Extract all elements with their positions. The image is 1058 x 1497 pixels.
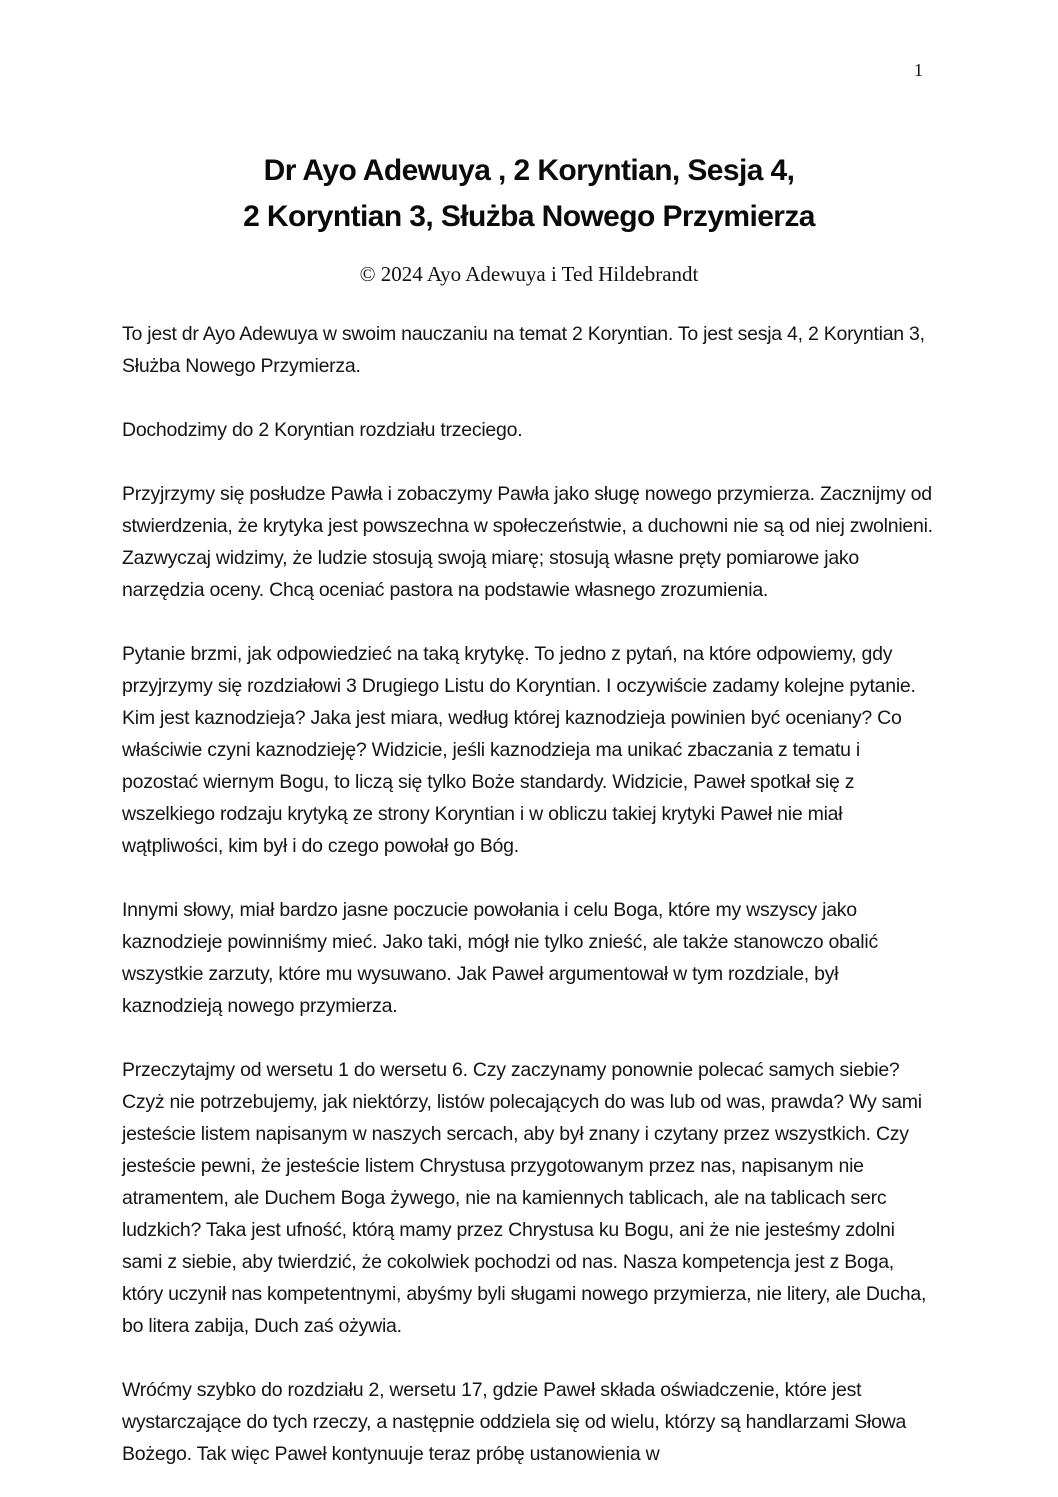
page-number: 1 — [914, 60, 923, 80]
paragraph: Pytanie brzmi, jak odpowiedzieć na taką krytykę. To jedno z pytań, na które odpowiemy, gdy przyjrzymy się rozdziałowi 3 Drugiego Listu do Koryntian. I oczywiście zadamy kolejne pytanie. Kim jest kaznodzieja? Jaka jest miara, według której kaznodzieja powinien być oceniany? Co właściwie czyni kaznodzieję? Widzicie, jeśli kaznodzieja ma unikać zbaczania z tematu i pozostać wiernym Bogu, to liczą się tylko Boże standardy. Widzicie, Paweł spotkał się z wszelkiego rodzaju krytyką ze strony Koryntian i w obliczu takiej krytyki Paweł nie miał wątpliwości, kim był i do czego powołał go Bóg. — [122, 643, 916, 858]
paragraph: Dochodzimy do 2 Koryntian rozdziału trzeciego. — [122, 419, 523, 442]
title-line-2: 2 Koryntian 3, Służba Nowego Przymierza — [243, 200, 815, 234]
document-title — [0, 20, 1058, 240]
paragraph: Przeczytajmy od wersetu 1 do wersetu 6. Czy zaczynamy ponownie polecać samych siebie? Czyż nie potrzebujemy, jak niektórzy, listów polecających do was lub od was, prawda? Wy sami jesteście listem napisanym w naszych sercach, aby był znany i czytany przez wszystkich. Czy jesteście pewni, że jesteście listem Chrystusa przygotowanym przez nas, napisanym nie atramentem, ale Duchem Boga żywego, nie na kamiennych tablicach, ale na tablicach serc ludzkich? Taka jest ufność, którą mamy przez Chrystusa ku Bogu, ani że nie jesteśmy zdolni sami z siebie, aby twierdzić, że cokolwiek pochodzi od nas. Nasza kompetencja jest z Boga, który uczynił nas kompetentnymi, abyśmy byli sługami nowego przymierza, nie litery, ale Ducha, bo litera zabija, Duch zaś ożywia. — [122, 1059, 927, 1338]
title-line-1: Dr Ayo Adewuya , 2 Koryntian, Sesja 4, — [263, 154, 795, 188]
paragraph: Przyjrzymy się posłudze Pawła i zobaczymy Pawła jako sługę nowego przymierza. Zacznijmy od stwierdzenia, że krytyka jest powszechna w społeczeństwie, a duchowni nie są od niej zwolnieni. Zazwyczaj widzimy, że ludzie stosują swoją miarę; stosują własne pręty pomiarowe jako narzędzia oceny. Chcą oceniać pastora na podstawie własnego zrozumienia. — [122, 483, 933, 602]
paragraph: To jest dr Ayo Adewuya w swoim nauczaniu na temat 2 Koryntian. To jest sesja 4, 2 Koryntian 3, Służba Nowego Przymierza. — [122, 323, 925, 378]
document-body — [122, 318, 936, 1470]
copyright-line: © 2024 Ayo Adewuya i Ted Hildebrandt — [359, 262, 699, 287]
paragraph: Wróćmy szybko do rozdziału 2, wersetu 17, gdzie Paweł składa oświadczenie, które jest wystarczające do tych rzeczy, a następnie oddziela się od wielu, którzy są handlarzami Słowa Bożego. Tak więc Paweł kontynuuje teraz próbę ustanowienia w — [122, 1379, 907, 1466]
paragraph: Innymi słowy, miał bardzo jasne poczucie powołania i celu Boga, które my wszyscy jako kaznodzieje powinniśmy mieć. Jako taki, mógł nie tylko znieść, ale także stanowczo obalić wszystkie zarzuty, które mu wysuwano. Jak Paweł argumentował w tym rozdziale, był kaznodzieją nowego przymierza. — [122, 899, 878, 1018]
